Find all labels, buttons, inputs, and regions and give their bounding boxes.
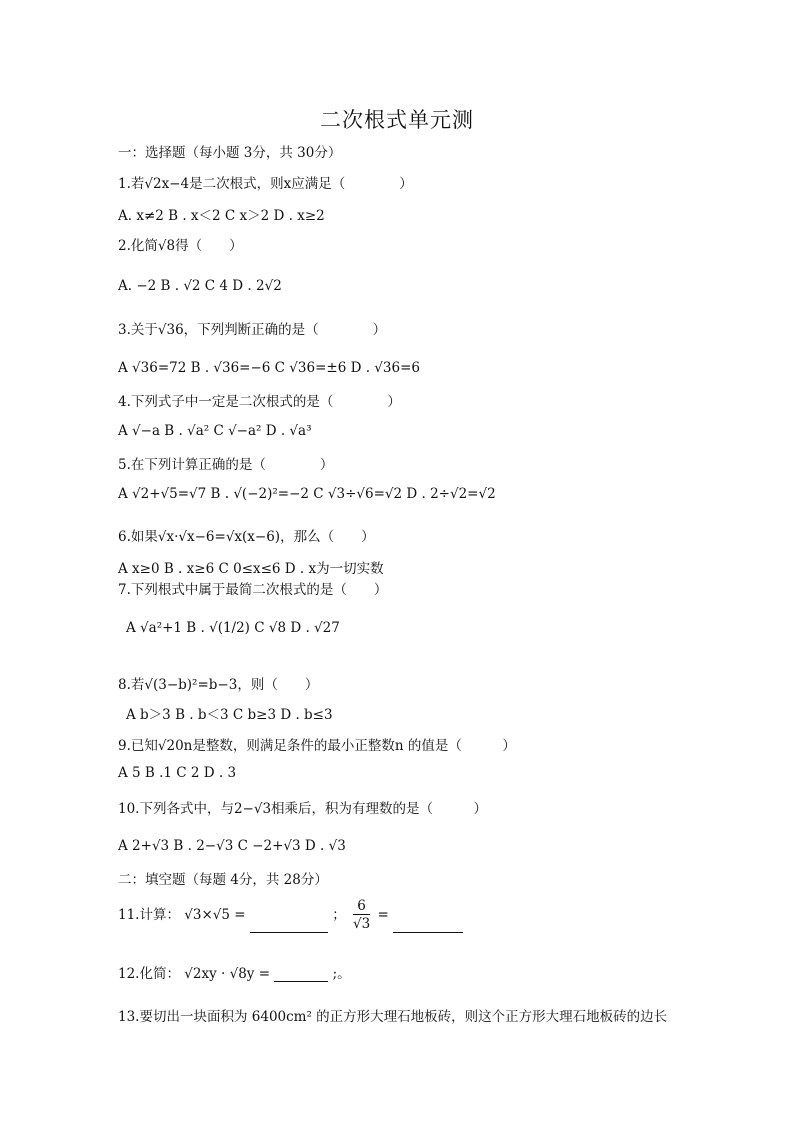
question-4-stem: 4.下列式子中一定是二次根式的是（ ）: [118, 394, 401, 410]
question-13-text: 13.要切出一块面积为 6400cm² 的正方形大理石地板砖，则这个正方形大理石地板砖的边长: [118, 1009, 668, 1025]
fraction-denominator: √3: [352, 916, 371, 932]
question-12-prefix: 12.化简：: [118, 966, 180, 982]
section-heading-choice: 一：选择题（每小题 3分，共 30分）: [118, 145, 342, 161]
question-11: [118, 898, 463, 933]
question-12-blank[interactable]: [274, 967, 328, 982]
fraction-numerator: 6: [353, 898, 370, 915]
question-11-prefix: 11.计算：: [118, 907, 180, 923]
question-1-options: A. x≠2 B . x＜2 C x＞2 D . x≥2: [118, 208, 325, 224]
question-10-stem: 10.下列各式中，与2−√3相乘后，积为有理数的是（ ）: [118, 801, 488, 817]
question-9-options: A 5 B .1 C 2 D . 3: [118, 765, 237, 781]
question-11-fraction: [353, 898, 370, 933]
question-2-stem: 2.化简√8得（ ）: [118, 238, 243, 254]
question-2-options: A. −2 B . √2 C 4 D . 2√2: [118, 278, 282, 294]
question-6-stem: 6.如果√x·√x−6=√x(x−6)，那么（ ）: [118, 529, 375, 545]
question-11-separator: ；: [332, 907, 346, 923]
question-12: [118, 962, 351, 982]
question-7-stem: 7.下列根式中属于最简二次根式的是（ ）: [118, 582, 388, 598]
question-3-stem: 3.关于√36，下列判断正确的是（ ）: [118, 322, 387, 338]
question-3-options: A √36=72 B . √36=−6 C √36=±6 D . √36=6: [118, 360, 420, 376]
question-5-stem: 5.在下列计算正确的是（ ）: [118, 457, 334, 473]
question-11-blank-2[interactable]: [393, 918, 463, 933]
question-12-expr: √2xy · √8y =: [184, 966, 271, 982]
question-11-expr1: √3×√5 =: [184, 907, 246, 923]
question-8-options: A b＞3 B . b＜3 C b≥3 D . b≤3: [126, 707, 333, 723]
question-1-stem: 1.若√2x−4是二次根式，则x应满足（ ）: [118, 176, 413, 192]
question-6-options: A x≥0 B . x≥6 C 0≤x≤6 D . x为一切实数: [118, 561, 384, 577]
question-10-options: A 2+√3 B . 2−√3 C −2+√3 D . √3: [118, 838, 346, 854]
section-heading-fill: 二：填空题（每题 4分，共 28分）: [118, 872, 328, 888]
page-title: 二次根式单元测: [320, 108, 474, 132]
question-7-options: A √a²+1 B . √(1/2) C √8 D . √27: [126, 620, 340, 636]
question-9-stem: 9.已知√20n是整数，则满足条件的最小正整数n 的值是（ ）: [118, 738, 516, 754]
question-11-equals: =: [377, 907, 389, 923]
question-5-options: A √2+√5=√7 B . √(−2)²=−2 C √3÷√6=√2 D . 2÷√2=√2: [118, 486, 496, 502]
question-8-stem: 8.若√(3−b)²=b−3，则（ ）: [118, 677, 319, 693]
question-11-blank-1[interactable]: [250, 918, 328, 933]
question-12-suffix: ;。: [332, 966, 351, 982]
question-4-options: A √−a B . √a² C √−a² D . √a³: [118, 423, 312, 439]
